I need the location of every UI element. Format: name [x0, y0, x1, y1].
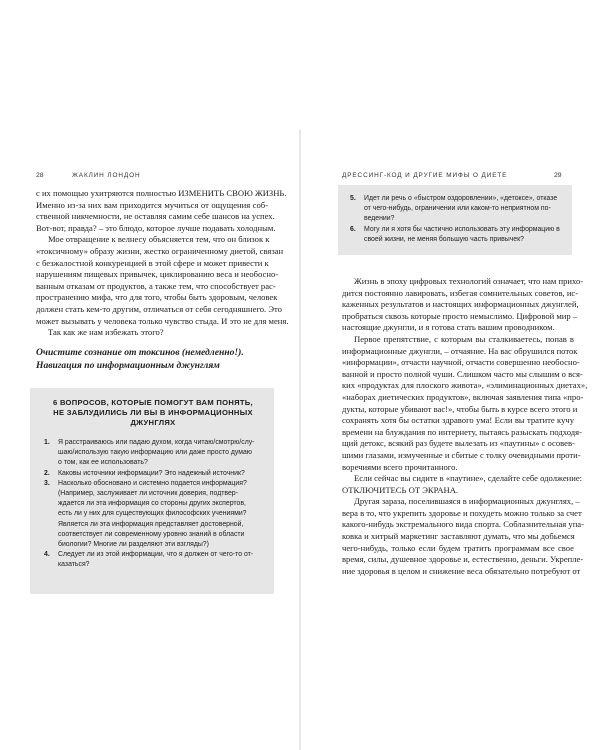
section-subheading — [36, 346, 266, 372]
text-line: вера в то, что укрепить здоровье и похудеть можно только за счет — [342, 507, 582, 518]
list-item — [350, 194, 560, 225]
item-line: Каковы источники информации? Это надежный источник? — [58, 469, 245, 477]
text-line: нарушениям пищевых привычек, циклированию веса и необосно- — [36, 269, 279, 280]
text-line: «токсичному» образу жизни, жестко ограниченному диетой, связан — [36, 245, 284, 256]
questions-box-right — [338, 185, 572, 255]
text-line: ванным отказам от продуктов, а также тем, что способствует рас- — [36, 280, 276, 291]
item-line: шаю/использую такую информацию или даже просто думаю — [58, 449, 252, 457]
list-item — [44, 550, 262, 570]
item-number: 4. — [44, 551, 50, 559]
questions-box-left — [30, 388, 274, 594]
text-line: ОТКЛЮЧИТЕСЬ ОТ ЭКРАНА. — [342, 484, 459, 495]
box-title-line-2: НЕ ЗАБЛУДИЛИСЬ ЛИ ВЫ В ИНФОРМАЦИОННЫХ ДЖУНГЛЯХ — [53, 408, 253, 427]
text-line: щий детокс, всякий раз будете вылезать из «паутины» с осовев- — [342, 438, 575, 449]
list-item — [44, 479, 262, 550]
text-line: Вот-вот, правда? – это блюдо, которое лучше подавать холодным. — [36, 222, 276, 233]
item-number: 1. — [44, 439, 50, 446]
item-line: ведении? — [364, 215, 395, 223]
text-line: «информации», отчасти научной, отчасти совершенно необосно- — [342, 357, 580, 368]
item-number: 5. — [350, 195, 356, 202]
item-line: ждается ли эта информация со стороны других экспертов, — [58, 500, 246, 508]
text-line: сохранять хотя бы остатки здравого ума! Если вы тратите кучу — [342, 415, 574, 426]
text-line: Мое отвращение к велнесу объясняется тем, что он близок к — [48, 234, 270, 245]
text-line: дится постоянно лавировать, избегая сомнительных советов, ис- — [342, 287, 579, 298]
list-item — [44, 469, 262, 479]
text-line: Другая зараза, поселившаяся в информационных джунглях, – — [354, 496, 580, 507]
subheading-line-1: Очистите сознание от токсинов (немедленно!). — [36, 347, 244, 358]
subheading-line-2: Навигация по информационным джунглям — [36, 360, 220, 371]
running-head-right: ДРЕССИНГ-КОД И ДРУГИЕ МИФЫ О ДИЕТЕ — [342, 172, 508, 179]
text-line: воречиями всего прочитанного. — [342, 461, 458, 472]
gutter-shadow — [299, 130, 301, 750]
questions-list-continued — [350, 194, 560, 245]
text-line: Так как же нам избежать этого? — [48, 327, 164, 338]
text-line: время, силы, душевное здоровье и, естественно, деньги. Укрепле- — [342, 554, 584, 565]
item-line: (Например, заслуживает ли источник доверия, подтвер- — [58, 490, 238, 498]
item-line: Я расстраиваюсь или падаю духом, когда читаю/смотрю/слу- — [58, 439, 255, 446]
text-line: Жизнь в эпоху цифровых технологий означает, что нам прихо- — [354, 276, 584, 286]
text-line: может вызывать у человека только чувство стыда. И это не для меня. — [36, 315, 289, 326]
text-line: должен стать кем-то другим, отличаться от себя сегодняшнего. Это — [36, 303, 282, 314]
left-body-text — [36, 188, 289, 339]
text-line: ванной и просто полной чуши. Слишком часто мы слышим о вся- — [342, 368, 583, 379]
item-line: своей жизни, не меняя большую часть привычек? — [364, 235, 524, 243]
item-line: соответствует ли современному уровню знаний в области — [58, 530, 245, 538]
text-line: ких «продуктах для плоского живота», «элиминационных диетах», — [342, 380, 588, 391]
item-number: 6. — [350, 225, 356, 233]
text-line: ковка и хитрый маркетинг заставляют думать, что мы добьемся — [342, 531, 575, 542]
item-number: 3. — [44, 479, 50, 487]
text-line: информационные джунгли, – отчаяние. На вас обрушился поток — [342, 345, 578, 356]
item-line: Следует ли из этой информации, что я должен от чего-то от- — [58, 551, 254, 559]
page-number-right: 29 — [554, 172, 562, 179]
text-line: ственной никчемности, не оставляя самим себе шансов на успех. — [36, 211, 275, 222]
text-line: какого-нибудь экстремального вида спорта. Соблазнительная упа- — [342, 519, 584, 530]
item-line: Насколько обосновано и системно подается информация? — [58, 479, 247, 487]
text-line: шими глазами, измученные и сбитые с толку очевидными проти- — [342, 449, 581, 460]
box-title-line-1: 6 ВОПРОСОВ, КОТОРЫЕ ПОМОГУТ ВАМ ПОНЯТЬ, — [53, 398, 253, 407]
text-line: времени на блуждания по интернету, пытаясь разыскать подходя- — [342, 426, 582, 437]
item-line: Идет ли речь о «быстром оздоровлении», «детоксе», отказе — [364, 195, 558, 202]
text-line: Именно из-за них вам приходится мучиться от ощущения соб- — [36, 199, 268, 210]
text-line: Если сейчас вы сидите в «паутине», сделайте себе одолжение: — [354, 473, 583, 484]
item-line: от чего-нибудь, ограничении или каком-то неприятном по- — [364, 205, 551, 213]
text-line: настоящие джунгли, и я готова стать вашим проводником. — [342, 322, 555, 333]
item-line: Могу ли я хотя бы частично использовать эту информацию в — [364, 225, 560, 233]
text-line: пробраться сквозь которые просто немыслимо. Цифровой мир – — [342, 310, 578, 321]
text-line: с их помощью ухитряются полностью ИЗМЕНИТЬ СВОЮ ЖИЗНЬ. — [36, 188, 287, 198]
running-head-left: ЖАКЛИН ЛОНДОН — [72, 172, 141, 179]
text-line: ние здоровья в целом и снижение веса обязательно потребуют от — [342, 565, 581, 576]
questions-list — [44, 438, 262, 571]
item-line: есть ли у них для существующих философских учениями? — [58, 510, 247, 518]
item-line: биологии? Многие ли разделяют эти взгляды?) — [58, 541, 209, 549]
list-item — [44, 438, 262, 469]
item-line: казаться? — [58, 561, 90, 569]
text-line: дукты, которые убивают вас!», чтобы быть в курсе всего этого и — [342, 403, 578, 414]
text-line: Первое препятствие, с которым вы сталкиваетесь, попав в — [354, 333, 574, 344]
item-line: о том, как ее использовать? — [58, 459, 148, 467]
text-line: «наборах диетических продуктов», включая заявления типа «про- — [342, 391, 584, 402]
page-number-left: 28 — [36, 172, 44, 179]
item-number: 2. — [44, 469, 50, 477]
text-line: чего-нибудь, только если будем тратить программам все свое — [342, 542, 574, 553]
item-line: Является ли эта информация представляет достоверной, — [58, 520, 244, 528]
text-line: каженных результатов и настоящих информационных джунглей, — [342, 299, 579, 310]
text-line: пространению мифа, что для того, чтобы быть здоровым, человек — [36, 292, 278, 303]
list-item — [350, 225, 560, 245]
text-line: с безжалостной конкуренцией в этой сфере и может привести к — [36, 257, 269, 268]
right-body-text — [342, 276, 588, 577]
